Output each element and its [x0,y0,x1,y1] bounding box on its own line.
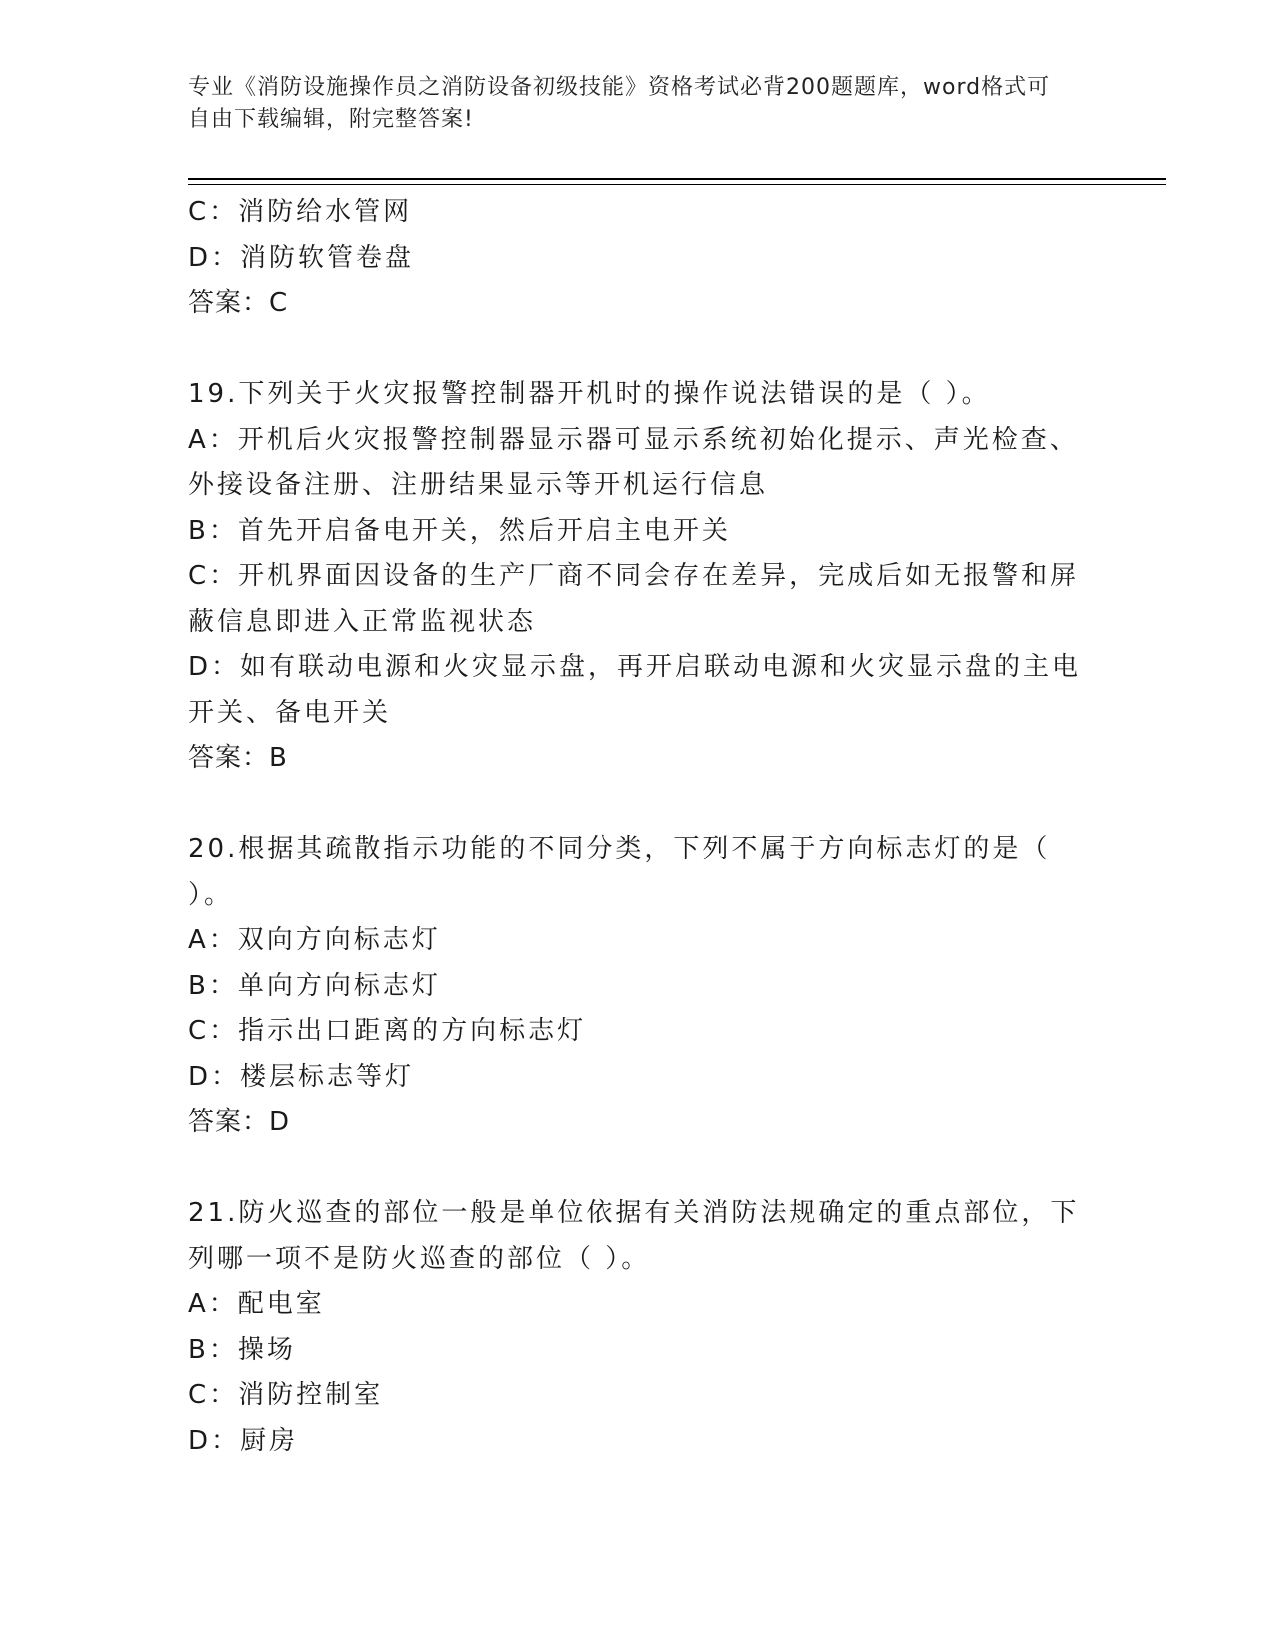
option-d: D：楼层标志等灯 [188,1061,415,1092]
answer-line: 答案：B [188,743,288,773]
option-c: C：消防控制室 [188,1380,384,1410]
document-title: 专业《消防设施操作员之消防设备初级技能》资格考试必背200题题库，word格式可自由下载编辑，附完整答案! [188,75,1051,132]
question-19: 19.下列关于火灾报警控制器开机时的操作说法错误的是（ ）。 [188,379,991,409]
option-b: B：操场 [188,1334,296,1365]
blank-line [188,782,1088,828]
option-a: A：配电室 [188,1289,325,1319]
answer-line: 答案：C [188,288,289,318]
document-header [188,72,1068,136]
option-a: A：双向方向标志灯 [188,925,441,955]
question-content [188,190,1088,1464]
option-a: A：开机后火灾报警控制器显示器可显示系统初始化提示、声光检查、外接设备注册、注册结果显示等开机运行信息 [188,424,1079,500]
question-21: 21.防火巡查的部位一般是单位依据有关消防法规确定的重点部位，下列哪一项不是防火巡查的部位（ ）。 [188,1198,1080,1274]
question-20: 20.根据其疏散指示功能的不同分类，下列不属于方向标志灯的是（ ）。 [188,834,1051,910]
option-b: B：首先开启备电开关，然后开启主电开关 [188,515,731,546]
option-c: C：消防给水管网 [188,197,413,227]
option-c: C：开机界面因设备的生产厂商不同会存在差异，完成后如无报警和屏蔽信息即进入正常监视状态 [188,561,1080,637]
blank-line [188,327,1088,373]
header-rule-thin [188,184,1166,185]
header-rule-thick [188,178,1166,180]
option-d: D：如有联动电源和火灾显示盘，再开启联动电源和火灾显示盘的主电开关、备电开关 [188,652,1082,728]
answer-line: 答案：D [188,1107,291,1137]
option-d: D：厨房 [188,1425,299,1456]
option-b: B：单向方向标志灯 [188,970,441,1001]
option-c: C：指示出口距离的方向标志灯 [188,1016,587,1046]
option-d: D：消防软管卷盘 [188,242,415,273]
blank-line [188,1146,1088,1192]
